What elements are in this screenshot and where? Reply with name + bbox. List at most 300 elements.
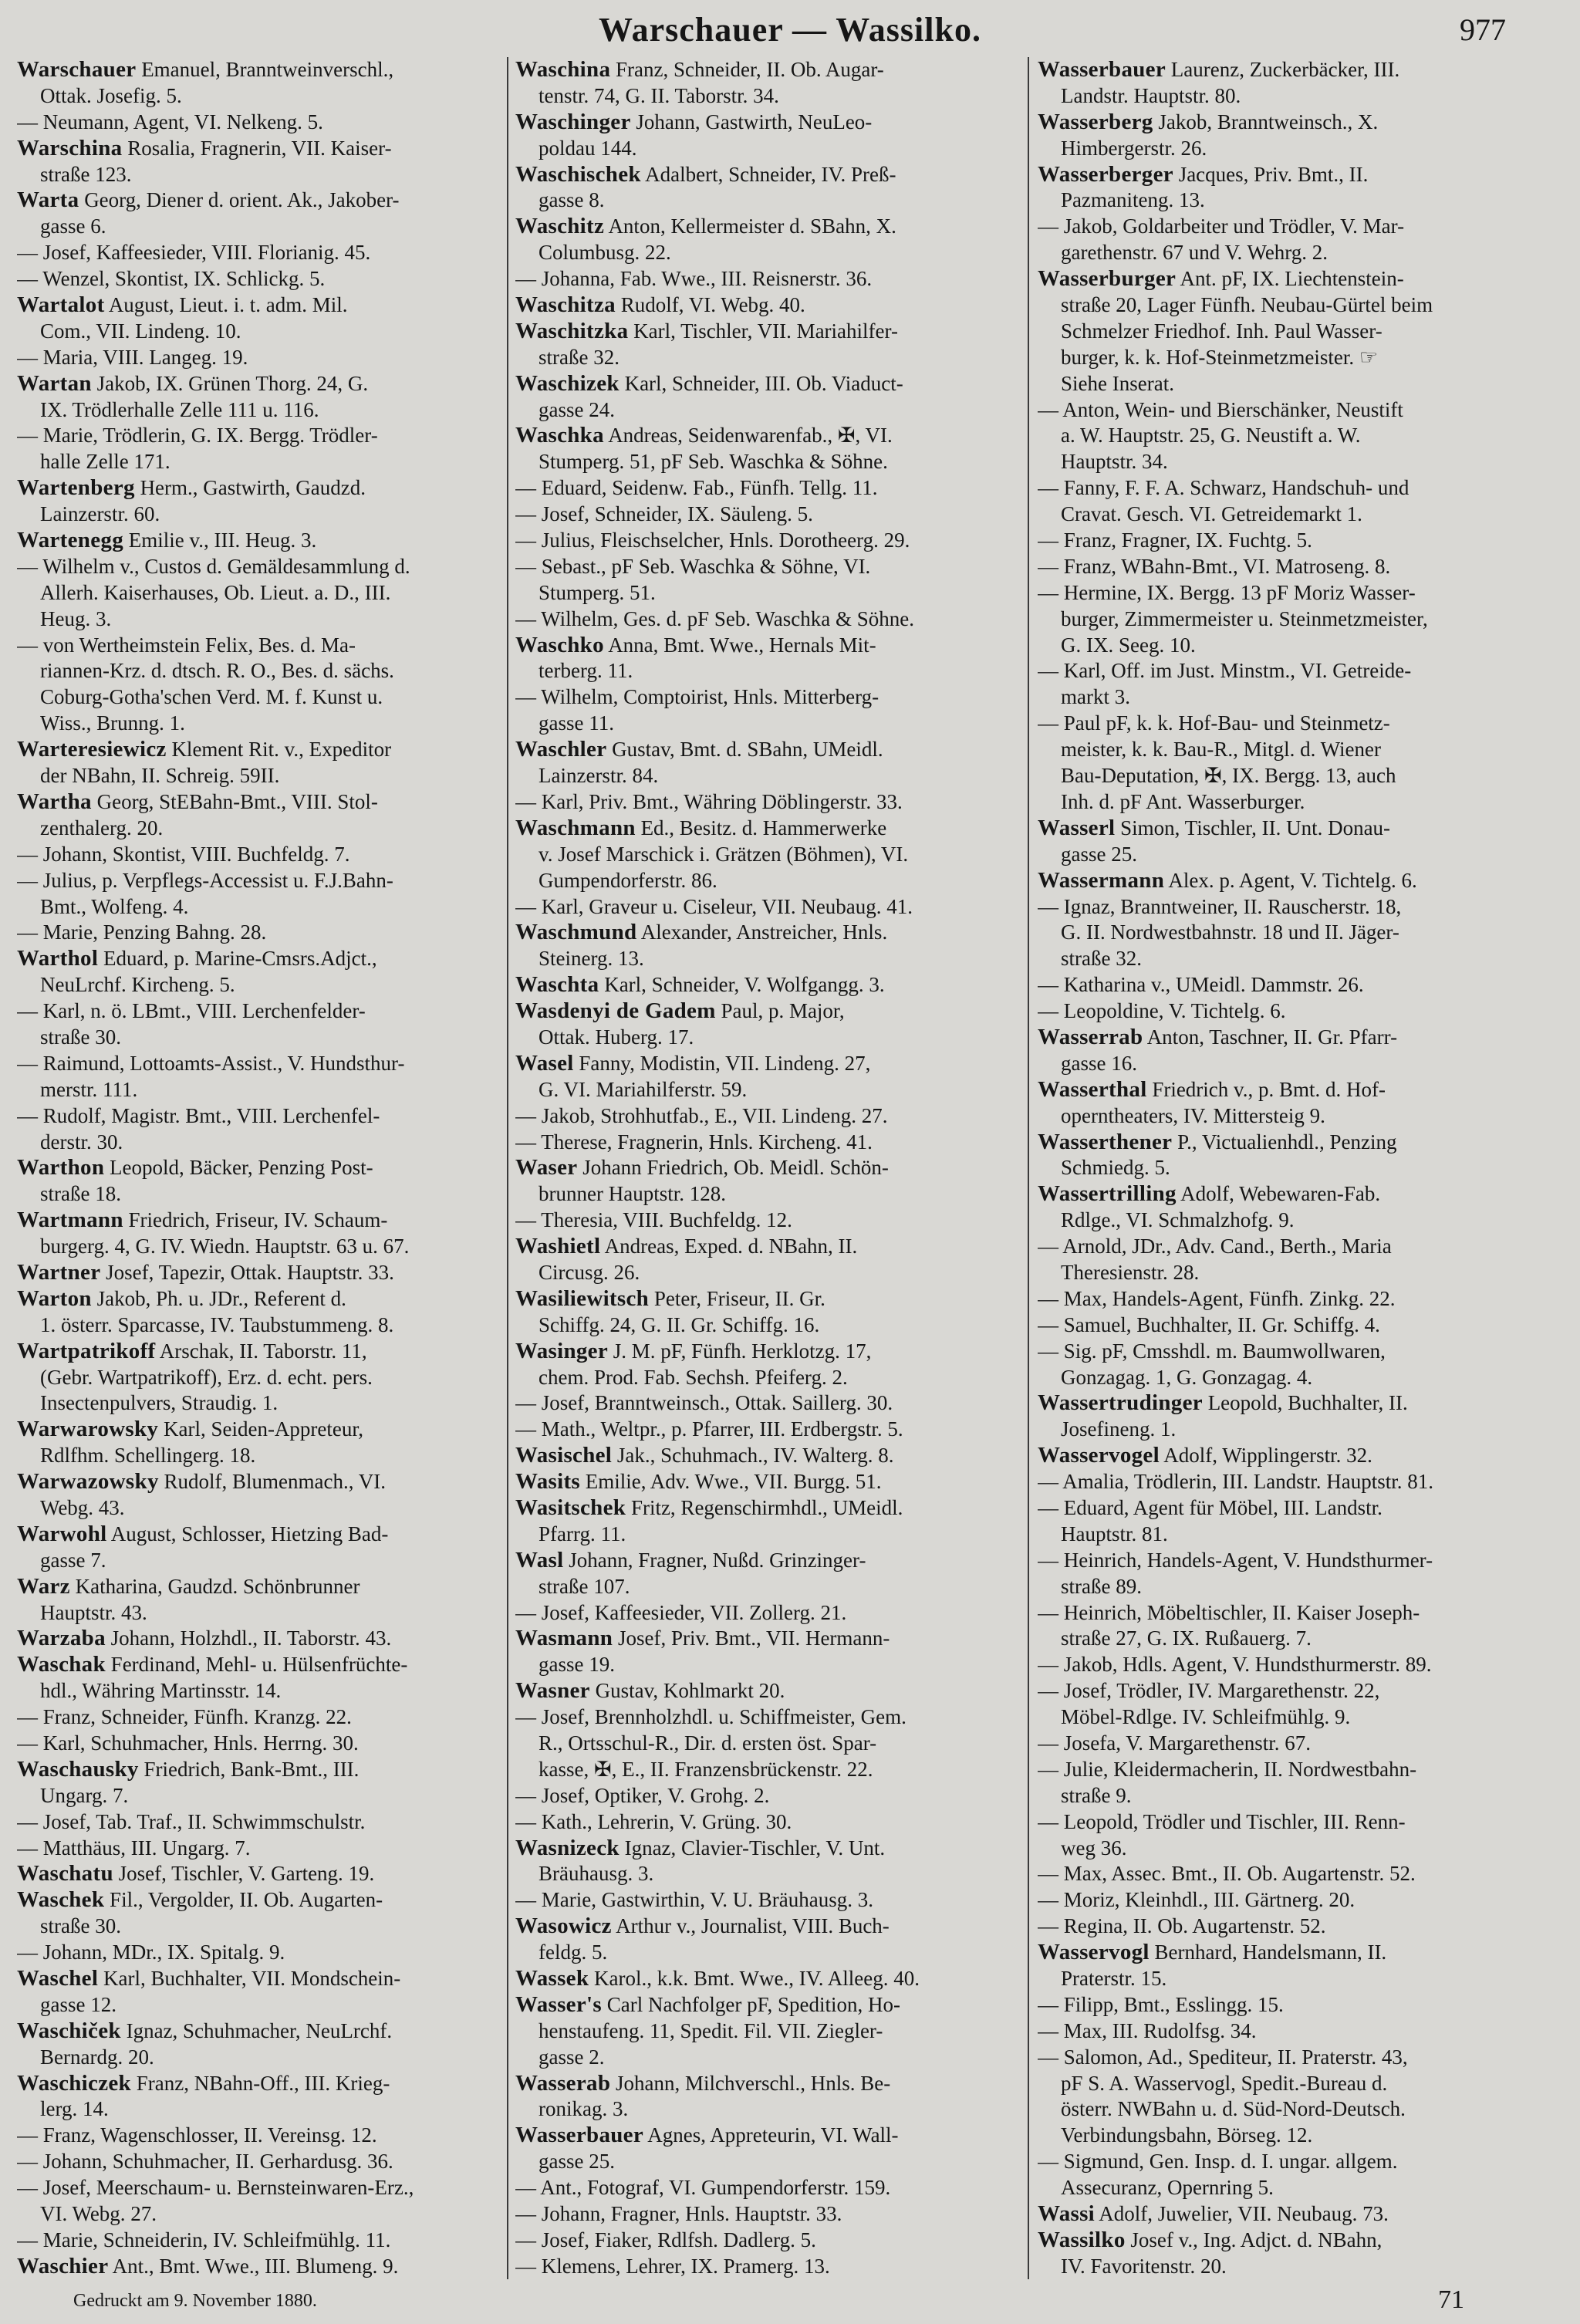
continuation-line: burger, Zimmermeister u. Steinmetzmeister, [1061, 606, 1428, 630]
continuation-line: Cravat. Gesch. VI. Getreidemarkt 1. [1061, 502, 1362, 526]
directory-entry-line [1038, 816, 1508, 842]
directory-entry-line [1038, 1181, 1508, 1208]
continuation-line: gasse 8. [538, 188, 605, 212]
sub-entry-line: — Marie, Trödlerin, G. IX. Bergg. Trödler- [17, 424, 378, 448]
entry-surname: Wartalot [17, 292, 105, 318]
directory-entry-line [17, 946, 503, 972]
directory-entry-line [17, 1861, 503, 1887]
sub-entry-line: — Josef, Optiker, V. Grohg. 2. [515, 1783, 770, 1807]
continuation-line: G. VI. Mariahilferstr. 59. [538, 1077, 748, 1101]
entry-surname: Warzaba [17, 1626, 106, 1651]
directory-entry-line [17, 371, 503, 397]
entry-details: Eduard, p. Marine-Cmsrs.Adjct., [103, 947, 377, 971]
directory-entry-line [515, 1626, 1017, 1652]
entry-details: Herm., Gastwirth, Gaudzd. [140, 476, 366, 500]
entry-surname: Waschier [17, 2253, 109, 2278]
entry-details: Adolf, Juwelier, VII. Neubaug. 73. [1099, 2202, 1389, 2226]
sub-entry-line: — Julius, Fleischselcher, Hnls. Dorotheerg. 29. [515, 529, 910, 552]
entry-details: Rudolf, VI. Webg. 40. [620, 293, 805, 317]
directory-entry-line [17, 2071, 503, 2097]
entry-surname: Waschiček [17, 2018, 121, 2043]
continuation-line: R., Ortsschul-R., Dir. d. ersten öst. Spar- [538, 1731, 877, 1755]
entry-details: Carl Nachfolger pF, Spedition, Ho- [606, 1992, 900, 2016]
entry-surname: Waschek [17, 1887, 105, 1913]
directory-entry-line [515, 423, 1017, 449]
sub-entry-line: — Josef, Kaffeesieder, VIII. Florianig. 45. [17, 241, 371, 265]
continuation-line: Schmelzer Friedhof. Inh. Paul Wasser- [1061, 319, 1382, 343]
entry-surname: Waschmann [515, 815, 636, 840]
continuation-line: tenstr. 74, G. II. Taborstr. 34. [538, 83, 779, 107]
entry-details: Jak., Schuhmach., IV. Walterg. 8. [616, 1444, 894, 1468]
directory-entry-line [515, 1914, 1017, 1940]
entry-details: August, Schlosser, Hietzing Bad- [110, 1522, 389, 1545]
continuation-line: Rdlfhm. Schellingerg. 18. [40, 1444, 256, 1468]
sub-entry-line: — Sig. pF, Cmsshdl. m. Baumwollwaren, [1038, 1339, 1386, 1363]
continuation-line: riannen-Krz. d. dtsch. R. O., Bes. d. sächs. [40, 659, 394, 683]
sub-entry-line: — Paul pF, k. k. Hof-Bau- und Steinmetz- [1038, 711, 1390, 735]
entry-surname: Wasserl [1038, 815, 1116, 840]
directory-entry-line [17, 1757, 503, 1783]
continuation-line: G. IX. Seeg. 10. [1061, 633, 1196, 657]
entry-details: Franz, NBahn-Off., III. Krieg- [136, 2071, 390, 2095]
continuation-line: gasse 16. [1061, 1051, 1137, 1075]
sub-entry-line: — Wilhelm, Ges. d. pF Seb. Waschka & Söhne. [515, 606, 914, 630]
entry-surname: Wasiliewitsch [515, 1285, 650, 1311]
sub-entry-line: — Leopoldine, V. Tichtelg. 6. [1038, 999, 1286, 1023]
directory-entry-line [515, 319, 1017, 345]
sub-entry-line: — Theresia, VIII. Buchfeldg. 12. [515, 1208, 792, 1232]
entry-details: Jacques, Priv. Bmt., II. [1178, 162, 1369, 186]
sub-entry-line: — Josef, Branntweinsch., Ottak. Saillerg. 30. [515, 1391, 893, 1415]
entry-surname: Wartner [17, 1259, 101, 1285]
sub-entry-line: — Karl, Schuhmacher, Hnls. Herrng. 30. [17, 1731, 359, 1755]
continuation-line: Hauptstr. 43. [40, 1600, 147, 1624]
sub-entry-line: — Rudolf, Magistr. Bmt., VIII. Lerchenfel- [17, 1103, 380, 1127]
sub-entry-line: — Eduard, Seidenw. Fab., Fünfh. Tellg. 11. [515, 476, 878, 500]
entry-details: Fanny, Modistin, VII. Lindeng. 27, [579, 1051, 871, 1075]
continuation-line: derstr. 30. [40, 1130, 123, 1154]
continuation-line: Com., VII. Lindeng. 10. [40, 319, 241, 343]
entry-details: Ferdinand, Mehl- u. Hülsenfrüchte- [110, 1653, 408, 1677]
continuation-line: Coburg-Gotha'schen Verd. M. f. Kunst u. [40, 685, 383, 709]
sheet-number: 71 [1438, 2285, 1464, 2314]
entry-details: Johann, Gastwirth, NeuLeo- [636, 110, 873, 133]
continuation-line: IX. Trödlerhalle Zelle 111 u. 116. [40, 397, 319, 421]
directory-entry-line [17, 1155, 503, 1181]
entry-surname: Warwazowsky [17, 1469, 159, 1495]
entry-details: Ignaz, Schuhmacher, NeuLrchf. [126, 2018, 393, 2042]
sub-entry-line: — Salomon, Ad., Spediteur, II. Praterstr. 43, [1038, 2045, 1408, 2069]
entry-surname: Wassermann [1038, 867, 1165, 893]
sub-entry-line: — Josef, Trödler, IV. Margarethenstr. 22, [1038, 1679, 1380, 1703]
directory-entry-line [515, 633, 1017, 659]
entry-details: Jakob, Ph. u. JDr., Referent d. [96, 1286, 346, 1310]
continuation-line: gasse 7. [40, 1548, 106, 1572]
continuation-line: merstr. 111. [40, 1077, 138, 1101]
continuation-line: Bau-Deputation, ✠, IX. Bergg. 13, auch [1061, 764, 1396, 788]
entry-surname: Waschina [515, 57, 611, 82]
entry-surname: Wasserbauer [515, 2123, 644, 2148]
directory-entry-line [1038, 1940, 1508, 1966]
entry-details: Jakob, Branntweinsch., X. [1158, 110, 1379, 133]
sub-entry-line: — Matthäus, III. Ungarg. 7. [17, 1836, 251, 1860]
sub-entry-line: — Kath., Lehrerin, V. Grüng. 30. [515, 1809, 792, 1833]
entry-details: Arschak, II. Taborstr. 11, [159, 1339, 367, 1363]
entry-surname: Waschitza [515, 292, 616, 318]
continuation-line: Schmiedg. 5. [1061, 1156, 1170, 1180]
continuation-line: operntheaters, IV. Mittersteig 9. [1061, 1103, 1325, 1127]
continuation-line: Hauptstr. 34. [1061, 450, 1168, 474]
sub-entry-line: — Marie, Gastwirthin, V. U. Bräuhausg. 3. [515, 1888, 873, 1912]
directory-entry-line [17, 737, 503, 763]
sub-entry-line: — Arnold, JDr., Adv. Cand., Berth., Maria [1038, 1235, 1392, 1258]
entry-surname: Warta [17, 187, 79, 213]
entry-details: Karol., k.k. Bmt. Wwe., IV. Alleeg. 40. [594, 1967, 920, 1991]
sub-entry-line: — Julius, p. Verpflegs-Accessist u. F.J.Bahn- [17, 868, 393, 892]
sub-entry-line: — Johann, Schuhmacher, II. Gerhardusg. 36. [17, 2150, 393, 2174]
directory-entry-line [515, 2123, 1017, 2149]
sub-entry-line: — Therese, Fragnerin, Hnls. Kircheng. 41. [515, 1130, 873, 1154]
continuation-line: Theresienstr. 28. [1061, 1260, 1200, 1284]
sub-entry-line: — Karl, Off. im Just. Minstm., VI. Getreide- [1038, 659, 1412, 683]
sub-entry-line: — Franz, Schneider, Fünfh. Kranzg. 22. [17, 1705, 352, 1729]
entry-details: Agnes, Appreteurin, VI. Wall- [647, 2123, 899, 2147]
directory-entry-line [17, 1417, 503, 1443]
continuation-line: der NBahn, II. Schreig. 59II. [40, 764, 280, 788]
entry-details: Josef, Priv. Bmt., VII. Hermann- [617, 1626, 890, 1650]
continuation-line: markt 3. [1061, 685, 1130, 709]
continuation-line: Bräuhausg. 3. [538, 1862, 654, 1886]
continuation-line: weg 36. [1061, 1836, 1127, 1860]
sub-entry-line: — Josefa, V. Margarethenstr. 67. [1038, 1731, 1311, 1755]
entry-details: Emanuel, Branntweinverschl., [141, 58, 394, 81]
entry-details: Anton, Kellermeister d. SBahn, X. [608, 214, 896, 238]
continuation-line: straße 27, G. IX. Rußauerg. 7. [1061, 1626, 1312, 1650]
continuation-line: Wiss., Brunng. 1. [40, 711, 185, 735]
entry-surname: Waschatu [17, 1861, 113, 1887]
entry-surname: Waschausky [17, 1756, 139, 1782]
continuation-line: Heug. 3. [40, 606, 112, 630]
entry-details: Karl, Schneider, III. Ob. Viaduct- [624, 371, 903, 395]
entry-surname: Wassilko [1038, 2227, 1126, 2252]
directory-entry-line [17, 187, 503, 214]
entry-surname: Wasowicz [515, 1914, 612, 1939]
continuation-line: IV. Favoritenstr. 20. [1061, 2254, 1227, 2278]
continuation-line: Columbusg. 22. [538, 241, 671, 265]
sub-entry-line: — Karl, Graveur u. Ciseleur, VII. Neubaug. 41. [515, 894, 913, 918]
continuation-line: ronikag. 3. [538, 2097, 629, 2121]
directory-column-2 [515, 57, 1017, 2280]
continuation-line: Steinerg. 13. [538, 947, 644, 971]
sub-entry-line: — Max, Handels-Agent, Fünfh. Zinkg. 22. [1038, 1286, 1396, 1310]
directory-entry-line [1038, 266, 1508, 292]
sub-entry-line: — Julie, Kleidermacherin, II. Nordwestbahn- [1038, 1757, 1417, 1781]
entry-surname: Warthon [17, 1155, 105, 1181]
directory-entry-line [17, 1260, 503, 1286]
entry-details: Johann, Holzhdl., II. Taborstr. 43. [110, 1626, 392, 1650]
continuation-line: Landstr. Hauptstr. 80. [1061, 83, 1241, 107]
directory-entry-line [17, 1522, 503, 1548]
continuation-line: Stumperg. 51. [538, 580, 656, 604]
entry-details: Josef, Tischler, V. Garteng. 19. [118, 1862, 375, 1886]
continuation-line: a. W. Hauptstr. 25, G. Neustift a. W. [1061, 424, 1361, 448]
page-header-title: Warschauer — Wassilko. [599, 11, 981, 49]
directory-entry-line [515, 1155, 1017, 1181]
directory-entry-line [1038, 57, 1508, 83]
entry-details: J. M. pF, Fünfh. Herklotzg. 17, [613, 1339, 872, 1363]
entry-details: Rudolf, Blumenmach., VI. [164, 1470, 386, 1494]
sub-entry-line: — Ignaz, Branntweiner, II. Rauscherstr. 18, [1038, 894, 1402, 918]
continuation-line: Pazmaniteng. 13. [1061, 188, 1205, 212]
sub-entry-line: — Regina, II. Ob. Augartenstr. 52. [1038, 1914, 1326, 1938]
continuation-line: G. II. Nordwestbahnstr. 18 und II. Jäger- [1061, 920, 1399, 944]
entry-details: Fil., Vergolder, II. Ob. Augarten- [110, 1888, 383, 1912]
entry-details: Leopold, Buchhalter, II. [1207, 1391, 1408, 1415]
entry-details: Karl, Buchhalter, VII. Mondschein- [103, 1967, 401, 1991]
continuation-line: gasse 24. [538, 397, 615, 421]
entry-details: Karl, Seiden-Appreteur, [163, 1417, 364, 1441]
sub-entry-line: — Josef, Kaffeesieder, VII. Zollerg. 21. [515, 1600, 847, 1624]
entry-details: Gustav, Bmt. d. SBahn, UMeidl. [612, 738, 883, 762]
entry-details: Katharina, Gaudzd. Schönbrunner [75, 1574, 360, 1598]
entry-details: Emilie v., III. Heug. 3. [128, 529, 317, 552]
continuation-line: burger, k. k. Hof-Steinmetzmeister. ☞ [1061, 345, 1379, 369]
continuation-line: Pfarrg. 11. [538, 1522, 626, 1545]
directory-entry-line [17, 1887, 503, 1914]
directory-entry-line [515, 2071, 1017, 2097]
continuation-line: Praterstr. 15. [1061, 1967, 1167, 1991]
entry-surname: Warteresiewicz [17, 737, 167, 762]
sub-entry-line: — Wenzel, Skontist, IX. Schlickg. 5. [17, 267, 326, 291]
entry-details: Fritz, Regenschirmhdl., UMeidl. [630, 1495, 903, 1519]
entry-surname: Wasserthener [1038, 1129, 1173, 1154]
entry-surname: Waser [515, 1155, 578, 1181]
sub-entry-line: — Eduard, Agent für Möbel, III. Landstr. [1038, 1495, 1382, 1519]
entry-surname: Waschitzka [515, 318, 629, 343]
sub-entry-line: — Math., Weltpr., p. Pfarrer, III. Erdbergstr. 5. [515, 1417, 903, 1441]
entry-surname: Waschmund [515, 920, 637, 945]
entry-details: Klement Rit. v., Expeditor [171, 738, 392, 762]
sub-entry-line: — Max, III. Rudolfsg. 34. [1038, 2018, 1257, 2042]
entry-surname: Wassertrudinger [1038, 1390, 1203, 1416]
entry-details: Emilie, Adv. Wwe., VII. Burgg. 51. [585, 1470, 882, 1494]
sub-entry-line: — Karl, Priv. Bmt., Währing Döblingerstr. 33. [515, 789, 903, 813]
entry-surname: Waschizek [515, 370, 620, 396]
continuation-line: brunner Hauptstr. 128. [538, 1182, 726, 1206]
entry-details: Arthur v., Journalist, VIII. Buch- [616, 1914, 890, 1938]
directory-entry-line [17, 57, 503, 83]
entry-surname: Warz [17, 1573, 70, 1599]
directory-entry-line [515, 1443, 1017, 1469]
continuation-line: gasse 19. [538, 1653, 615, 1677]
entry-details: Johann Friedrich, Ob. Meidl. Schön- [582, 1156, 889, 1180]
directory-entry-line [17, 2018, 503, 2045]
sub-entry-line: — Johann, Skontist, VIII. Buchfeldg. 7. [17, 842, 350, 866]
directory-entry-line [17, 292, 503, 319]
sub-entry-line: — Johann, MDr., IX. Spitalg. 9. [17, 1941, 285, 1964]
directory-entry-line [515, 371, 1017, 397]
sub-entry-line: — Wilhelm v., Custos d. Gemäldesammlung d. [17, 554, 410, 578]
entry-surname: Wasdenyi de Gadem [515, 998, 716, 1024]
entry-surname: Waschischek [515, 161, 641, 187]
continuation-line: straße 32. [538, 345, 620, 369]
directory-entry-line [515, 1339, 1017, 1365]
directory-entry-line [515, 1836, 1017, 1862]
continuation-line: halle Zelle 171. [40, 450, 170, 474]
entry-details: Ant., Bmt. Wwe., III. Blumeng. 9. [112, 2254, 399, 2278]
continuation-line: österr. NWBahn u. d. Süd-Nord-Deutsch. [1061, 2097, 1406, 2121]
directory-entry-line [17, 1652, 503, 1678]
directory-entry-line [17, 1469, 503, 1495]
directory-entry-line [1038, 2201, 1508, 2228]
entry-details: August, Lieut. i. t. adm. Mil. [108, 293, 348, 317]
sub-entry-line: — Sebast., pF Seb. Waschka & Söhne, VI. [515, 554, 871, 578]
entry-details: Alex. p. Agent, V. Tichtelg. 6. [1168, 868, 1417, 892]
entry-details: Georg, StEBahn-Bmt., VIII. Stol- [96, 789, 378, 813]
entry-details: Laurenz, Zuckerbäcker, III. [1170, 58, 1400, 81]
entry-details: Karl, Schneider, V. Wolfgangg. 3. [604, 973, 885, 997]
continuation-line: 1. österr. Sparcasse, IV. Taubstummeng. 8. [40, 1312, 394, 1336]
continuation-line: Ottak. Huberg. 17. [538, 1025, 694, 1049]
continuation-line: Inh. d. pF Ant. Wasserburger. [1061, 789, 1305, 813]
continuation-line: (Gebr. Wartpatrikoff), Erz. d. echt. pers. [40, 1365, 373, 1389]
continuation-line: Gumpendorferstr. 86. [538, 868, 717, 892]
entry-surname: Warton [17, 1285, 92, 1311]
directory-entry-line [515, 737, 1017, 763]
continuation-line: kasse, ✠, E., II. Franzensbrückenstr. 22. [538, 1757, 873, 1781]
continuation-line: feldg. 5. [538, 1941, 608, 1964]
sub-entry-line: — Klemens, Lehrer, IX. Pramerg. 13. [515, 2254, 830, 2278]
directory-entry-line [17, 475, 503, 502]
continuation-line: hdl., Währing Martinsstr. 14. [40, 1679, 282, 1703]
entry-details: Simon, Tischler, II. Unt. Donau- [1120, 816, 1391, 839]
entry-details: Anton, Taschner, II. Gr. Pfarr- [1146, 1025, 1398, 1049]
directory-entry-line [1038, 1443, 1508, 1469]
entry-details: Ignaz, Clavier-Tischler, V. Unt. [624, 1836, 886, 1860]
entry-surname: Waschler [515, 737, 607, 762]
entry-details: Friedrich v., p. Bmt. d. Hof- [1152, 1077, 1386, 1101]
continuation-line: burgerg. 4, G. IV. Wiedn. Hauptstr. 63 u. 67. [40, 1235, 410, 1258]
entry-surname: Waschko [515, 632, 604, 657]
entry-surname: Wasel [515, 1050, 574, 1076]
continuation-line: VI. Webg. 27. [40, 2202, 157, 2226]
entry-details: Josef v., Ing. Adjct. d. NBahn, [1130, 2228, 1382, 2251]
directory-entry-line [515, 1286, 1017, 1312]
sub-entry-line: — Jakob, Strohhutfab., E., VII. Lindeng. 27. [515, 1103, 888, 1127]
directory-entry-line [17, 1966, 503, 1992]
entry-details: P., Victualienhdl., Penzing [1177, 1130, 1397, 1154]
continuation-line: Siehe Inserat. [1061, 371, 1174, 395]
directory-entry-line [1038, 1077, 1508, 1103]
sub-entry-line: — Josef, Brennholzhdl. u. Schiffmeister, Gem. [515, 1705, 906, 1729]
continuation-line: Verbindungsbahn, Börseg. 12. [1061, 2123, 1313, 2147]
continuation-line: Bernardg. 20. [40, 2045, 154, 2069]
sub-entry-line: — Hermine, IX. Bergg. 13 pF Moriz Wasser- [1038, 580, 1416, 604]
continuation-line: Insectenpulvers, Straudig. 1. [40, 1391, 279, 1415]
directory-entry-line [17, 1208, 503, 1234]
directory-entry-line [515, 1548, 1017, 1574]
entry-details: Rosalia, Fragnerin, VII. Kaiser- [127, 136, 392, 160]
directory-entry-line [515, 1469, 1017, 1495]
continuation-line: straße 20, Lager Fünfh. Neubau-Gürtel beim [1061, 293, 1433, 317]
continuation-line: gasse 6. [40, 214, 106, 238]
entry-surname: Wasser's [515, 1991, 602, 2017]
sub-entry-line: — Anton, Wein- und Bierschänker, Neustift [1038, 397, 1403, 421]
entry-surname: Waschiczek [17, 2070, 131, 2096]
directory-column-1 [17, 57, 503, 2280]
directory-entry-line [17, 1574, 503, 1600]
sub-entry-line: — Josef, Meerschaum- u. Bernsteinwaren-Erz., [17, 2176, 414, 2200]
entry-details: Jakob, IX. Grünen Thorg. 24, G. [96, 371, 369, 395]
sub-entry-line: — Leopold, Trödler und Tischler, III. Renn- [1038, 1809, 1406, 1833]
directory-entry-line [1038, 2228, 1508, 2254]
entry-surname: Waschak [17, 1652, 106, 1677]
continuation-line: straße 30. [40, 1025, 121, 1049]
directory-entry-line [515, 57, 1017, 83]
sub-entry-line: — Josef, Tab. Traf., II. Schwimmschulstr. [17, 1809, 366, 1833]
entry-details: Leopold, Bäcker, Penzing Post- [110, 1156, 373, 1180]
continuation-line: straße 18. [40, 1182, 121, 1206]
continuation-line: gasse 25. [1061, 842, 1137, 866]
continuation-line: Himbergerstr. 26. [1061, 136, 1207, 160]
sub-entry-line: — Raimund, Lottoamts-Assist., V. Hundsthur- [17, 1051, 405, 1075]
directory-entry-line [515, 1234, 1017, 1260]
entry-details: Ed., Besitz. d. Hammerwerke [640, 816, 887, 839]
entry-details: Friedrich, Bank-Bmt., III. [143, 1757, 360, 1781]
continuation-line: v. Josef Marschick i. Grätzen (Böhmen), VI. [538, 842, 909, 866]
continuation-line: garethenstr. 67 und V. Wehrg. 2. [1061, 241, 1328, 265]
continuation-line: Hauptstr. 81. [1061, 1522, 1168, 1545]
entry-surname: Wassertrilling [1038, 1181, 1177, 1207]
page-number: 977 [1460, 12, 1506, 47]
continuation-line: terberg. 11. [538, 659, 633, 683]
sub-entry-line: — Marie, Penzing Bahng. 28. [17, 920, 267, 944]
sub-entry-line: — von Wertheimstein Felix, Bes. d. Ma- [17, 633, 356, 657]
entry-surname: Wasits [515, 1469, 580, 1495]
sub-entry-line: — Ant., Fotograf, VI. Gumpendorferstr. 159. [515, 2176, 891, 2200]
entry-details: Johann, Fragner, Nußd. Grinzinger- [569, 1548, 866, 1572]
entry-surname: Wasserberger [1038, 161, 1173, 187]
continuation-line: lerg. 14. [40, 2097, 109, 2121]
continuation-line: Möbel-Rdlge. IV. Schleifmühlg. 9. [1061, 1705, 1351, 1729]
directory-entry-line [515, 816, 1017, 842]
entry-details: Anna, Bmt. Wwe., Hernals Mit- [608, 633, 876, 657]
continuation-line: pF S. A. Wasservogl, Spedit.-Bureau d. [1061, 2071, 1388, 2095]
directory-entry-line [1038, 162, 1508, 188]
entry-surname: Warschina [17, 135, 123, 160]
entry-surname: Waschka [515, 423, 604, 448]
directory-entry-line [17, 2254, 503, 2280]
entry-surname: Wartan [17, 370, 92, 396]
continuation-line: straße 30. [40, 1914, 121, 1938]
continuation-line: Ungarg. 7. [40, 1783, 129, 1807]
sub-entry-line: — Sigmund, Gen. Insp. d. I. ungar. allgem. [1038, 2150, 1398, 2174]
directory-entry-line [515, 1051, 1017, 1077]
directory-entry-line [515, 920, 1017, 946]
continuation-line: NeuLrchf. Kircheng. 5. [40, 973, 235, 997]
column-divider [1028, 57, 1029, 2279]
continuation-line: straße 32. [1061, 947, 1142, 971]
entry-details: Gustav, Kohlmarkt 20. [595, 1679, 785, 1703]
entry-surname: Warschauer [17, 57, 137, 82]
sub-entry-line: — Max, Assec. Bmt., II. Ob. Augartenstr. 52. [1038, 1862, 1416, 1886]
print-date: Gedruckt am 9. November 1880. [73, 2291, 317, 2311]
directory-entry-line [1038, 1025, 1508, 1051]
sub-entry-line: — Josef, Fiaker, Rdlfsh. Dadlerg. 5. [515, 2228, 816, 2251]
continuation-line: gasse 25. [538, 2150, 615, 2174]
continuation-line: Assecuranz, Opernring 5. [1061, 2176, 1274, 2200]
sub-entry-line: — Amalia, Trödlerin, III. Landstr. Hauptstr. 81. [1038, 1470, 1433, 1494]
